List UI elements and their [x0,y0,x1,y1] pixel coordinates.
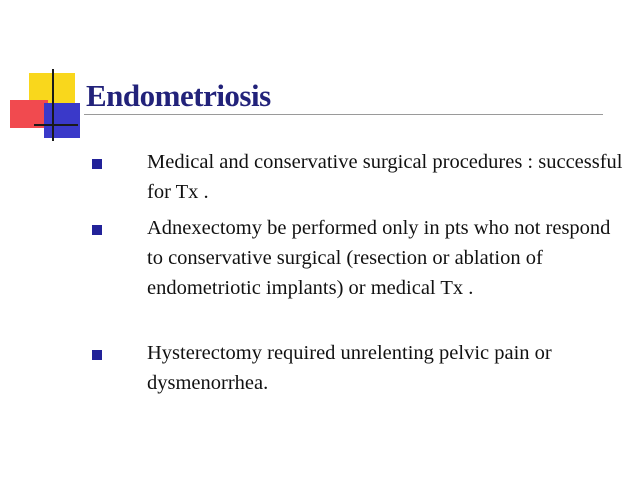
logo-horizontal-line [34,124,78,126]
bullet-text: Medical and conservative surgical procedures : successful for Tx . [147,151,623,203]
title-divider [84,114,603,115]
logo-vertical-line [52,69,54,141]
bullet-text: Adnexectomy be performed only in pts who not respond to conservative surgical (resection or ablation of endometriotic implants) or medical Tx . [147,217,611,299]
bullet-text: Hysterectomy required unrelenting pelvic pain or dysmenorrhea. [147,342,552,394]
corner-squares-logo [0,0,120,150]
square-bullet-icon [92,159,102,169]
square-bullet-icon [92,225,102,235]
square-bullet-icon [92,350,102,360]
logo-blue-square [44,103,80,138]
slide-title: Endometriosis [86,78,271,113]
